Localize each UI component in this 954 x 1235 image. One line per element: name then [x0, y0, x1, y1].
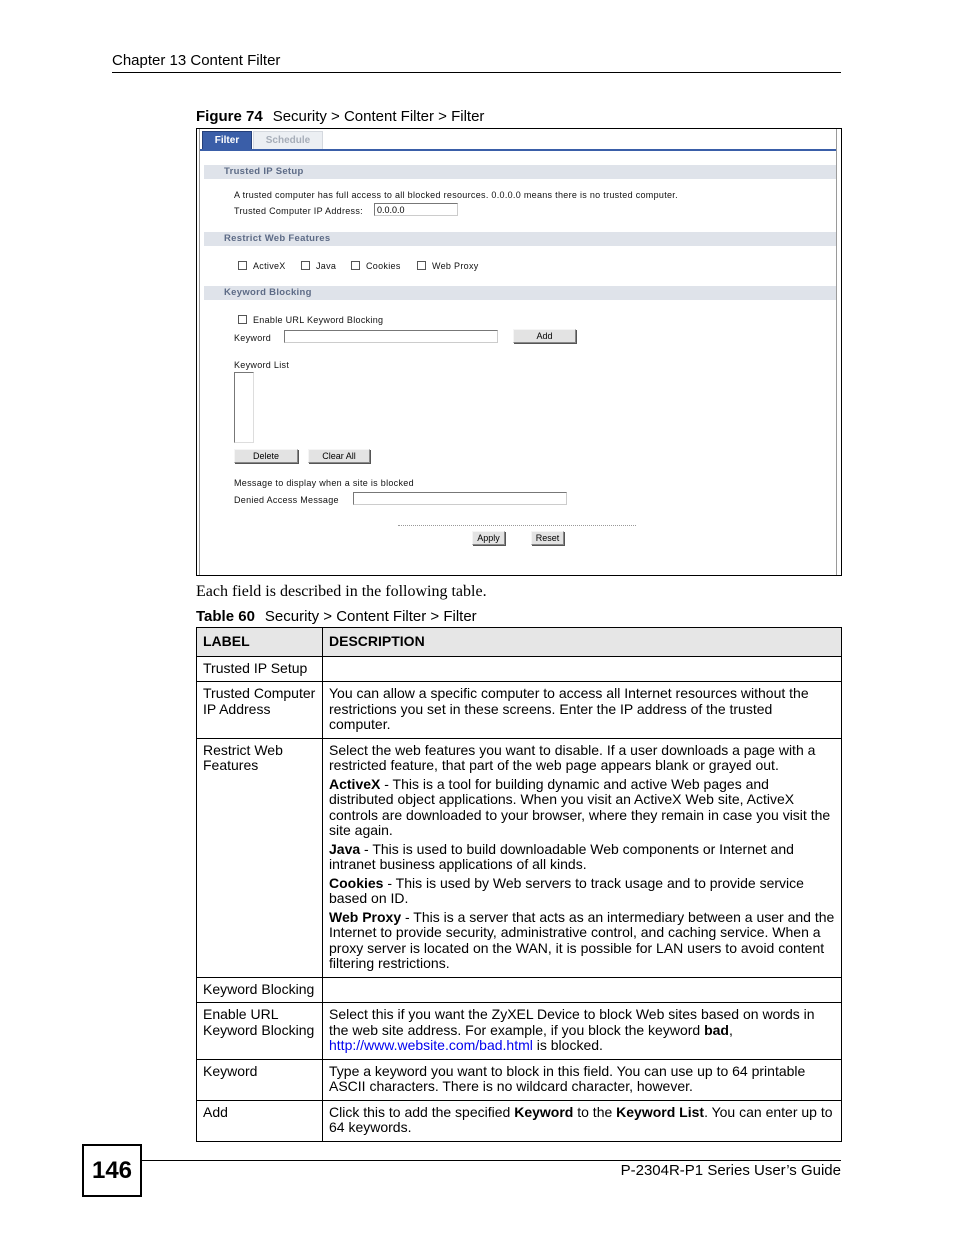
activex-checkbox[interactable]	[238, 261, 247, 270]
table-row	[197, 656, 842, 682]
section-keyword-blocking: Keyword Blocking	[204, 286, 836, 300]
trusted-ip-label: Trusted Computer IP Address:	[234, 206, 363, 216]
apply-button[interactable]: Apply	[472, 531, 505, 545]
chapter-heading: Chapter 13 Content Filter	[112, 52, 281, 69]
keyword-input[interactable]	[284, 330, 498, 343]
figure-label: Figure 74	[196, 108, 263, 125]
table-row	[197, 682, 842, 739]
row-description	[323, 1100, 842, 1141]
label-column-header: LABEL	[197, 628, 323, 657]
bold-term: Keyword	[514, 1103, 574, 1120]
row-description	[323, 977, 842, 1003]
add-button[interactable]: Add	[513, 329, 576, 343]
web-proxy-checkbox[interactable]	[417, 261, 426, 270]
trusted-ip-input[interactable]: 0.0.0.0	[374, 203, 458, 216]
table-header-row	[197, 628, 842, 657]
term-text: - This is used to build downloadable Web components or Internet and intranet business applications of all kinds.	[329, 840, 794, 872]
table-title: Security > Content Filter > Filter	[264, 608, 477, 625]
message-label: Message to display when a site is blocked	[234, 478, 414, 488]
row-label: Trusted Computer IP Address	[197, 682, 323, 739]
tab-schedule[interactable]: Schedule	[253, 131, 323, 150]
figure-caption	[196, 108, 484, 125]
row-description: You can allow a specific computer to access all Internet resources without the restrictions you set in these screens. Enter the IP address of the trusted computer.	[323, 682, 842, 739]
row-description	[323, 738, 842, 977]
footer-rule	[140, 1160, 841, 1161]
web-proxy-description	[329, 910, 836, 972]
term-text: - This is used by Web servers to track usage and to provide service based on ID.	[329, 874, 804, 906]
figure-title: Security > Content Filter > Filter	[272, 108, 485, 125]
row-label: Keyword	[197, 1059, 323, 1100]
enable-url-keyword-label: Enable URL Keyword Blocking	[253, 315, 384, 325]
section-trusted-ip-setup: Trusted IP Setup	[204, 165, 836, 179]
text: Click this to add the specified	[329, 1103, 515, 1120]
keyword-list-label: Keyword List	[234, 360, 290, 370]
term-text: - This is a server that acts as an intermediary between a user and the Internet to provide security, administrative control, and caching service. When a proxy server is located on the WAN, it is possible for LAN users to avoid content filtering restrictions.	[329, 908, 835, 971]
row-label: Enable URL Keyword Blocking	[197, 1003, 323, 1060]
text: Select this if you want the ZyXEL Device to block Web sites based on words in the web site address. For example, if you block the keyword	[329, 1006, 815, 1038]
row-label: Keyword Blocking	[197, 977, 323, 1003]
text: is blocked.	[532, 1037, 603, 1053]
table-row	[197, 1003, 842, 1060]
bold-term: Keyword List	[616, 1103, 705, 1120]
table-row	[197, 1100, 842, 1141]
term: Java	[329, 840, 361, 857]
term-text: - This is a tool for building dynamic and active Web pages and distributed object applications. When you visit an ActiveX Web site, ActiveX controls are downloaded to your browser, where they remain in case you visit the site again.	[329, 775, 831, 838]
cookies-label: Cookies	[366, 261, 401, 271]
row-label: Restrict Web Features	[197, 738, 323, 977]
text: ,	[728, 1021, 733, 1038]
reset-button[interactable]: Reset	[531, 531, 564, 545]
bold-keyword: bad	[704, 1021, 729, 1038]
java-description	[329, 842, 836, 873]
clear-all-button[interactable]: Clear All	[308, 449, 370, 463]
table-row	[197, 977, 842, 1003]
row-description: Type a keyword you want to block in this field. You can use up to 64 printable ASCII characters. There is no wildcard character, however.	[323, 1059, 842, 1100]
text: to the	[573, 1103, 617, 1120]
header-rule	[112, 72, 841, 73]
table-row	[197, 738, 842, 977]
cookies-checkbox[interactable]	[351, 261, 360, 270]
row-description	[323, 656, 842, 682]
content-filter-screenshot	[196, 128, 842, 576]
delete-button[interactable]: Delete	[234, 449, 298, 463]
description-column-header: DESCRIPTION	[323, 628, 842, 657]
row-description	[323, 1003, 842, 1060]
field-description-table	[196, 627, 842, 1142]
java-checkbox[interactable]	[301, 261, 310, 270]
text: . You can enter up to 64 keywords.	[329, 1103, 833, 1135]
term: ActiveX	[329, 775, 381, 792]
restrict-intro: Select the web features you want to disable. If a user downloads a page with a restricted feature, that part of the web page appears blank or grayed out.	[329, 741, 816, 773]
table-row	[197, 1059, 842, 1100]
row-label: Add	[197, 1100, 323, 1141]
tab-filter[interactable]: Filter	[202, 131, 252, 150]
denied-access-label: Denied Access Message	[234, 495, 339, 505]
tab-underline	[200, 149, 836, 151]
guide-title: P-2304R-P1 Series User’s Guide	[620, 1162, 841, 1179]
trusted-description: A trusted computer has full access to all blocked resources. 0.0.0.0 means there is no trusted computer.	[234, 190, 678, 200]
enable-url-keyword-checkbox[interactable]	[238, 315, 247, 324]
table-label: Table 60	[196, 608, 255, 625]
web-proxy-label: Web Proxy	[432, 261, 479, 271]
example-url-link[interactable]: http://www.website.com/bad.html	[329, 1037, 533, 1053]
term: Cookies	[329, 874, 384, 891]
page-number: 146	[82, 1144, 142, 1197]
activex-label: ActiveX	[253, 261, 286, 271]
table-caption	[196, 608, 477, 625]
section-restrict-web-features: Restrict Web Features	[204, 232, 836, 246]
keyword-list[interactable]	[234, 372, 254, 443]
keyword-label: Keyword	[234, 333, 272, 343]
row-label: Trusted IP Setup	[197, 656, 323, 682]
activex-description	[329, 777, 836, 839]
intro-text: Each field is described in the following table.	[196, 583, 487, 600]
java-label: Java	[316, 261, 337, 271]
term: Web Proxy	[329, 908, 402, 925]
denied-access-input[interactable]	[353, 492, 567, 505]
separator-dotted	[398, 525, 636, 526]
cookies-description	[329, 876, 836, 907]
